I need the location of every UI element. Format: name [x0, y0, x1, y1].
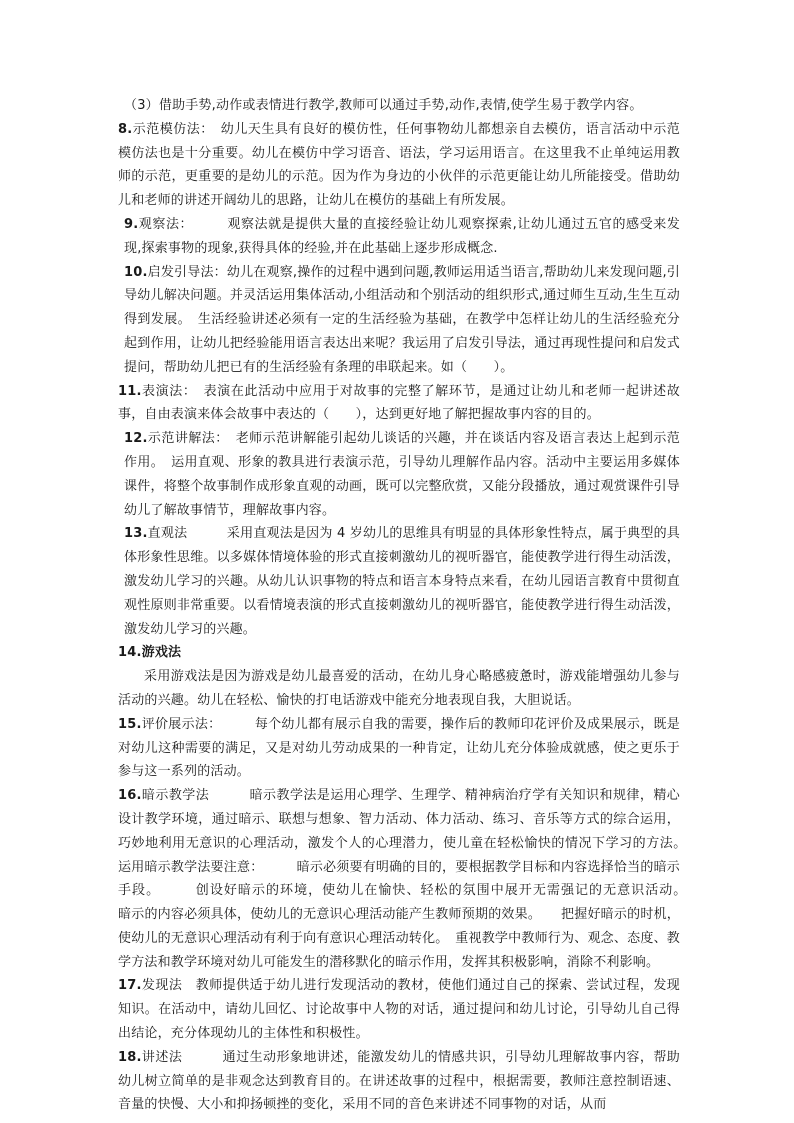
section-number: 13.: [124, 526, 148, 542]
paragraph-intuitive: [118, 522, 680, 641]
section-number: 18.: [118, 1049, 142, 1065]
section-number: 10.: [124, 264, 148, 280]
paragraph-demonstration-imitation: [118, 118, 680, 213]
paragraph-performance: [118, 380, 680, 428]
paragraph-text: 暗示教学法 暗示教学法是运用心理学、生理学、精神病治疗学有关知识和规律，精心设计教学环境，通过暗示、联想与想象、智力活动、体力活动、练习、音乐等方式的综合运用，巧妙地利用无意识的心理活动，激发个人的心理潜力，使儿童在轻松愉快的情况下学习的方法。 运用暗示教学法要注意： 暗示必须要有明确的目的，要根据教学目标和内容选择恰当的暗示手段。 创设好暗示的环境，使幼儿在愉快、轻松的氛围中展开无需强记的无意识活动。 暗示的内容必须具体，使幼儿的无意识心理活动能产生教师预期的效果。 把握好暗示的时机，使幼儿的无意识心理活动有利于向有意识心理活动转化。 重视教学中教师行为、观念、态度、教学方法和教学环境对幼儿可能发生的潜移默化的暗示作用，发挥其积极影响，消除不利影响。: [118, 788, 707, 970]
paragraph-observation: [118, 213, 680, 261]
paragraph-text: 评价展示法： 每个幼儿都有展示自我的需要，操作后的教师印花评价及成果展示，既是对幼儿这种需要的满足，又是对幼儿劳动成果的一种肯定，让幼儿充分体验成就感，使之更乐于参与这一系列的活动。: [118, 716, 680, 780]
paragraph-narration: [118, 1046, 680, 1117]
paragraph-text: 观察法： 观察法就是提供大量的直接经验让幼儿观察探索,让幼儿通过五官的感受来发现,探索事物的现象,获得具体的经验,并在此基础上逐步形成概念.: [124, 216, 680, 256]
paragraph-discovery: [118, 974, 680, 1045]
paragraph-suggestion: [118, 784, 707, 974]
section-number: 15.: [118, 716, 142, 732]
paragraph-text: 发现法 教师提供适于幼儿进行发现活动的教材，使他们通过自己的探索、尝试过程，发现知识。在活动中，请幼儿回忆、讨论故事中人物的对话，通过提问和幼儿讨论，引导幼儿自己得出结论，充分体现幼儿的主体性和积极性。: [118, 978, 680, 1042]
document-body: [118, 94, 707, 1117]
section-number: 17.: [118, 978, 142, 994]
section-number: 14.: [118, 645, 142, 661]
paragraph-text: 直观法 采用直观法是因为 4 岁幼儿的思维具有明显的具体形象性特点，属于典型的具体形象性思维。以多媒体情境体验的形式直接刺激幼儿的视听器官，能使教学进行得生动活泼，激发幼儿学习的兴趣。从幼儿认识事物的特点和语言本身特点来看，在幼儿园语言教育中贯彻直观性原则非常重要。以看情境表演的形式直接刺激幼儿的视听器官，能使教学进行得生动活泼，激发幼儿学习的兴趣。: [124, 526, 680, 637]
section-number: 8.: [118, 121, 133, 137]
section-number: 11.: [118, 383, 142, 399]
section-number: 12.: [124, 431, 148, 447]
paragraph-evaluation: [118, 713, 680, 784]
section-number: 9.: [124, 216, 139, 232]
paragraph-text: 示范讲解法： 老师示范讲解能引起幼儿谈话的兴趣，并在谈话内容及语言表达上起到示范作用。 运用直观、形象的教具进行表演示范，引导幼儿理解作品内容。活动中主要运用多媒体课件，将整个故事制作成形象直观的动画，既可以完整欣赏，又能分段播放，通过观赏课件引导幼儿了解故事情节，理解故事内容。: [124, 431, 680, 518]
paragraph-text: 讲述法 通过生动形象地讲述，能激发幼儿的情感共识，引导幼儿理解故事内容，帮助幼儿树立简单的是非观念达到教育目的。在讲述故事的过程中，根据需要，教师注意控制语速、音量的快慢、大小和抑扬顿挫的变化，采用不同的音色来讲述不同事物的对话，从而: [118, 1049, 680, 1113]
paragraph-game-body: [118, 665, 680, 713]
paragraph-guidance: [118, 261, 680, 380]
paragraph-game-heading: [118, 641, 680, 665]
paragraph-text: 示范模仿法： 幼儿天生具有良好的模仿性，任何事物幼儿都想亲自去模仿，语言活动中示范模仿法也是十分重要。幼儿在模仿中学习语音、语法，学习运用语言。在这里我不止单纯运用教师的示范，更重要的是幼儿的示范。因为作为身边的小伙伴的示范更能让幼儿所能接受。借助幼儿和老师的讲述开阔幼儿的思路，让幼儿在模仿的基础上有所发展。: [118, 121, 680, 209]
paragraph-text: 表演法： 表演在此活动中应用于对故事的完整了解环节，是通过让幼儿和老师一起讲述故事，自由表演来体会故事中表达的（ ），达到更好地了解把握故事内容的目的。: [118, 383, 680, 423]
paragraph-text: 采用游戏法是因为游戏是幼儿最喜爱的活动，在幼儿身心略感疲惫时，游戏能增强幼儿参与活动的兴趣。幼儿在轻松、愉快的打电话游戏中能充分地表现自我，大胆说话。: [118, 669, 680, 708]
section-number: 16.: [118, 788, 142, 804]
section-title: 游戏法: [141, 645, 182, 661]
paragraph-hand-gestures: [118, 94, 680, 118]
paragraph-demo-explanation: [118, 427, 680, 522]
paragraph-text: 启发引导法：幼儿在观察,操作的过程中遇到问题,教师运用适当语言,帮助幼儿来发现问题,引导幼儿解决问题。并灵活运用集体活动,小组活动和个别活动的组织形式,通过师生互动,生生互动得到发展。 生活经验讲述必须有一定的生活经验为基础，在教学中怎样让幼儿的生活经验充分起到作用，让幼儿把经验能用语言表达出来呢？我运用了启发引导法，通过再现性提问和启发式提问，帮助幼儿把已有的生活经验有条理的串联起来。如（ ）。: [124, 264, 680, 375]
paragraph-text: （3）借助手势,动作或表情进行教学,教师可以通过手势,动作,表情,使学生易于教学内容。: [124, 98, 643, 113]
